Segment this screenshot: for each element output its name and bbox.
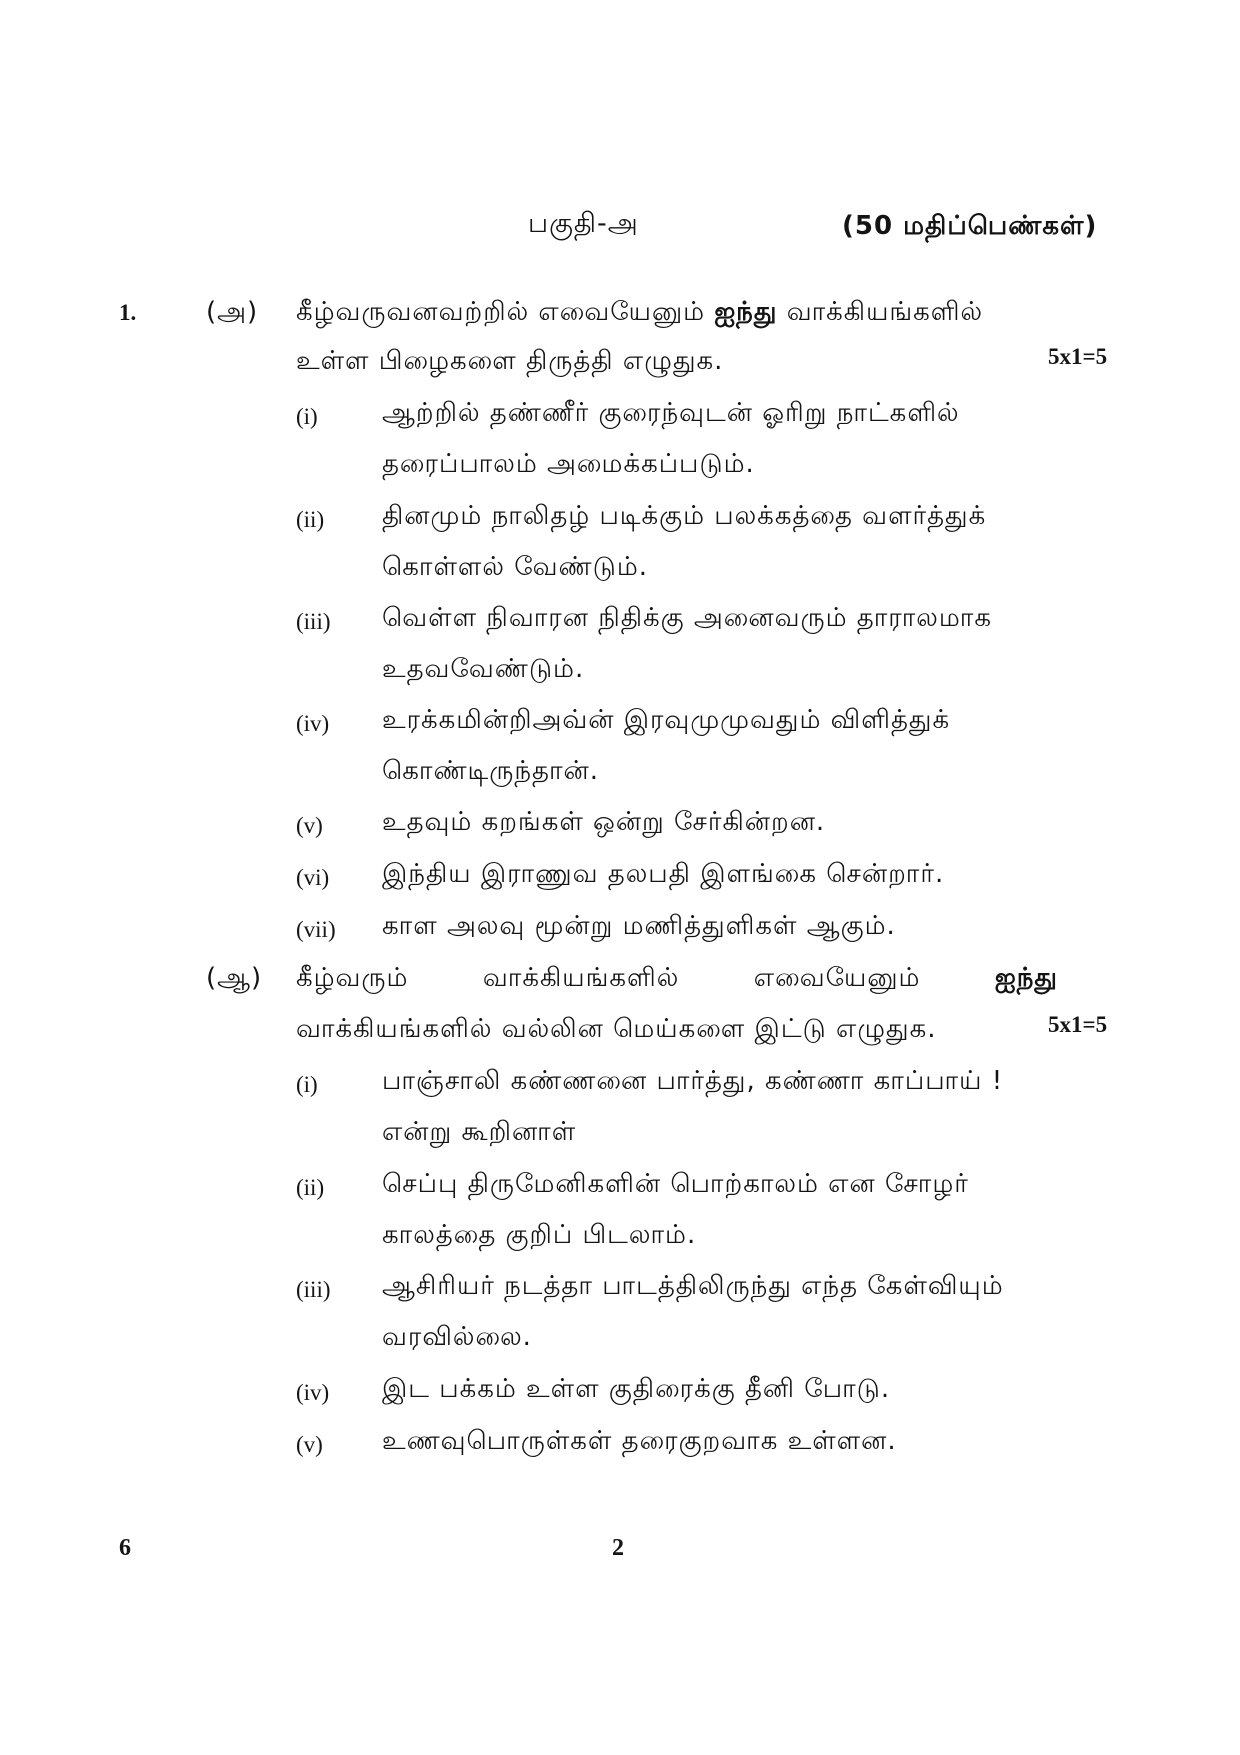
item-line: உதவவேண்டும்.: [382, 654, 585, 684]
part-a-instruction-pre: கீழ்வருவனவற்றில் எவையேனும்: [296, 297, 706, 327]
section-marks: (50 மதிப்பெண்கள்): [842, 211, 1098, 241]
item-line: என்று கூறினாள்: [382, 1117, 577, 1147]
question-number: 1.: [119, 300, 137, 325]
item-line: ஆற்றில் தண்ணீர் குரைந்வுடன் ஓரிறு நாட்களில்: [382, 398, 960, 428]
part-aa-instruction-word: கீழ்வரும்: [296, 963, 409, 993]
part-aa-marks: 5x1=5: [1048, 1012, 1108, 1037]
item-line: இட பக்கம் உள்ள குதிரைக்கு தீனி போடு.: [382, 1374, 891, 1404]
item-number: (iii): [296, 1277, 331, 1302]
item-number: (iv): [296, 1380, 330, 1405]
part-a-label: (அ): [206, 297, 259, 327]
part-aa-instruction-word: எவையேனும்: [753, 963, 921, 993]
part-a-instruction-bold: ஐந்து: [714, 297, 778, 327]
item-number: (i): [296, 404, 318, 429]
item-number: (iv): [296, 711, 330, 736]
item-number: (iii): [296, 609, 331, 634]
item-line: செப்பு திருமேனிகளின் பொற்காலம் என சோழர்: [382, 1169, 969, 1199]
item-line: காலத்தை குறிப் பிடலாம்.: [382, 1220, 697, 1250]
part-aa-instruction: [296, 963, 1058, 996]
item-line: உணவுபொருள்கள் தரைகுறவாக உள்ளன.: [382, 1426, 897, 1456]
item-line: ஆசிரியர் நடத்தா பாடத்திலிருந்து எந்த கேள்வியும்: [382, 1271, 1004, 1301]
item-line: இந்திய இராணுவ தலபதி இளங்கை சென்றார்.: [382, 859, 945, 889]
part-aa-instruction-line2: வாக்கியங்களில் வல்லின மெய்களை இட்டு எழுதுக.: [296, 1014, 937, 1044]
item-number: (vii): [296, 917, 336, 942]
item-number: (v): [296, 813, 323, 838]
part-a-instruction: [296, 297, 983, 330]
item-line: கொண்டிருந்தான்.: [382, 756, 600, 786]
part-aa-label: (ஆ): [206, 963, 263, 993]
item-line: உரக்கமின்றிஅவ்ன் இரவுமுமுவதும் விளித்துக்: [382, 705, 951, 735]
part-a-marks: 5x1=5: [1048, 344, 1108, 369]
part-aa-instruction-bold: ஐந்து: [994, 963, 1058, 993]
item-line: காள அலவு மூன்று மணித்துளிகள் ஆகும்.: [382, 911, 896, 941]
item-number: (i): [296, 1072, 318, 1097]
item-line: தரைப்பாலம் அமைக்கப்படும்.: [382, 449, 755, 479]
item-line: தினமும் நாலிதழ் படிக்கும் பலக்கத்தை வளர்த்துக்: [382, 501, 987, 531]
item-number: (ii): [296, 1175, 325, 1200]
item-number: (ii): [296, 507, 325, 532]
part-aa-instruction-word: வாக்கியங்களில்: [482, 963, 680, 993]
item-line: வரவில்லை.: [382, 1322, 532, 1352]
item-line: உதவும் கறங்கள் ஒன்று சேர்கின்றன.: [382, 807, 826, 837]
section-title: பகுதி-அ: [528, 208, 639, 239]
item-line: பாஞ்சாலி கண்ணனை பார்த்து, கண்ணா காப்பாய் !: [382, 1066, 1004, 1096]
item-number: (vi): [296, 865, 330, 890]
page-number: 2: [612, 1535, 624, 1561]
part-a-instruction-line2: உள்ள பிழைகளை திருத்தி எழுதுக.: [296, 346, 724, 376]
item-number: (v): [296, 1432, 323, 1457]
paper-code: 6: [119, 1535, 131, 1561]
item-line: வெள்ள நிவாரன நிதிக்கு அனைவரும் தாராலமாக: [382, 603, 993, 633]
part-a-instruction-post: வாக்கியங்களில்: [786, 297, 984, 327]
item-line: கொள்ளல் வேண்டும்.: [382, 552, 649, 582]
